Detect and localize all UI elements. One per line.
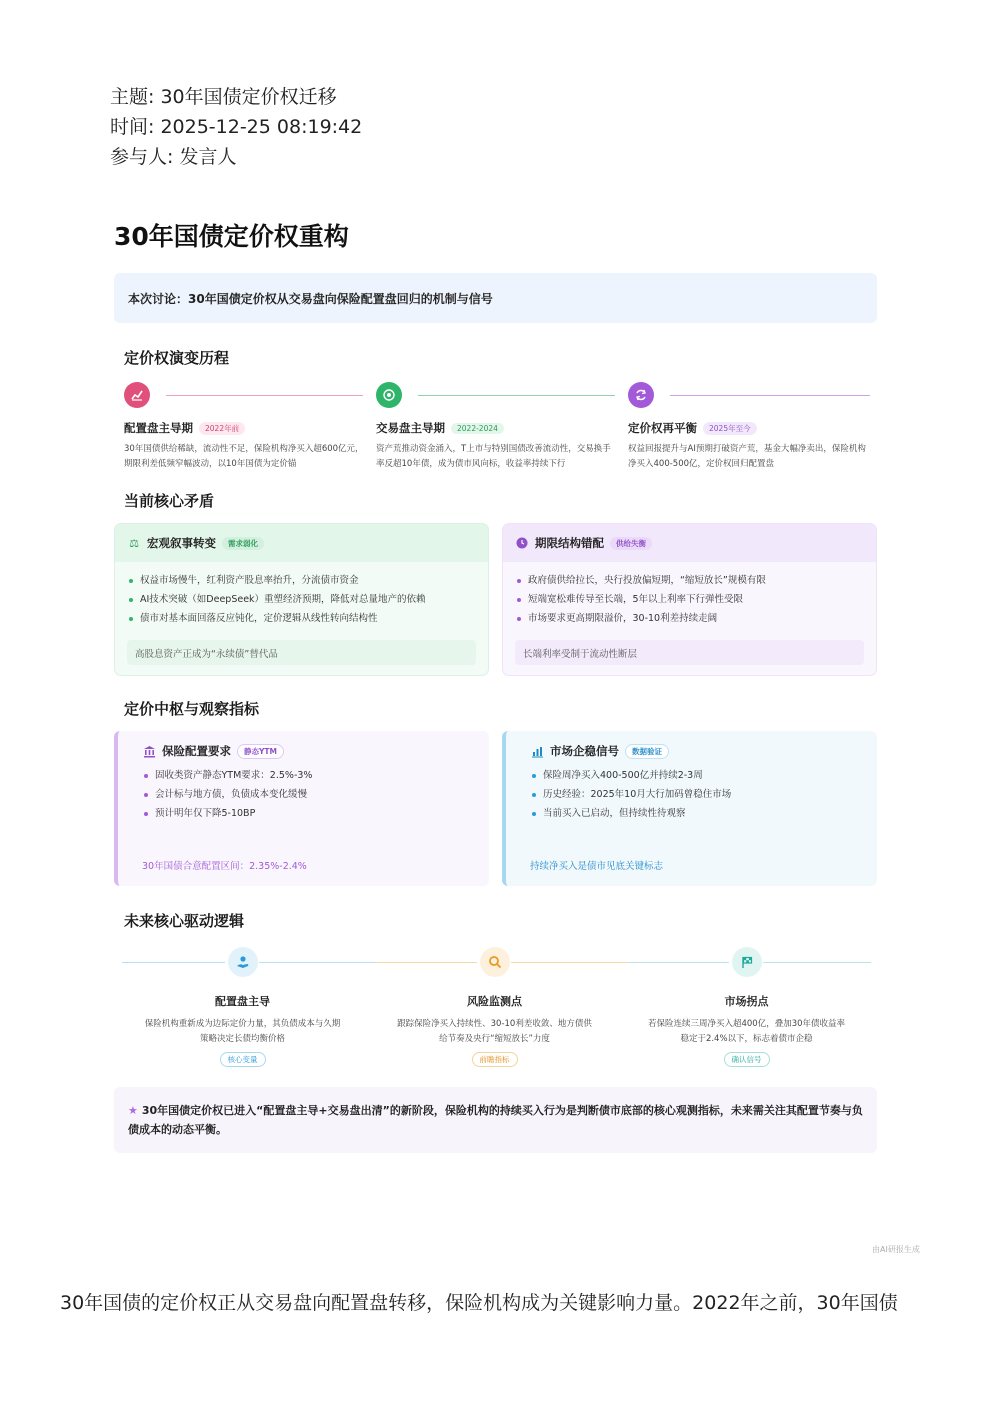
driver-tag: 确认信号	[724, 1052, 770, 1067]
refresh-icon	[628, 382, 654, 408]
conflicts-panels	[114, 523, 877, 676]
indicator-panel-signal	[502, 731, 877, 886]
bank-icon	[142, 744, 156, 758]
list-item: AI技术突破（如DeepSeek）重塑经济预期，降低对总量地产的依赖	[127, 590, 476, 609]
panel-title: 宏观叙事转变	[147, 536, 216, 550]
flag-icon	[732, 947, 762, 977]
list-item: 短端宽松难传导至长端，5年以上利率下行弹性受限	[515, 590, 864, 609]
list-item: 政府债供给拉长，央行投放偏短期，“缩短放长”规模有限	[515, 571, 864, 590]
stage-desc: 资产荒推动资金涌入，T上市与特别国债改善流动性，交易换手率反超10年债，成为债市风向标，收益率持续下行	[376, 444, 611, 469]
indicators-section-title: 定价中枢与观察指标	[124, 700, 260, 718]
target-icon	[376, 382, 402, 408]
panel-title: 保险配置要求	[162, 744, 231, 758]
panel-title: 期限结构错配	[535, 536, 604, 550]
panel-tag: 静态YTM	[237, 744, 284, 759]
stage-desc: 权益回报提升与AI预期打破资产荒，基金大幅净卖出，保险机构净买入400-500亿，定价权回归配置盘	[628, 444, 866, 469]
driver-desc: 若保险连续三周净买入超400亿，叠加30年债收益率稳定于2.4%以下，标志着债市企稳	[647, 1019, 846, 1044]
panel-note: 高股息资产正成为“永续债”替代品	[127, 640, 476, 665]
scale-icon: ⚖	[129, 536, 139, 550]
conclusion-text: 30年国债定价权已进入“配置盘主导+交易盘出清”的新阶段，保险机构的持续买入行为是判断债市底部的核心观测指标，未来需关注其配置节奏与负债成本的动态平衡。	[128, 1104, 863, 1136]
conflicts-section-title: 当前核心矛盾	[124, 492, 215, 510]
panel-note: 长端利率受制于流动性断层	[515, 640, 864, 665]
conflict-panel-term	[502, 523, 877, 676]
driver-item	[624, 947, 869, 1067]
panel-footnote: 持续净买入是债市见底关键标志	[530, 861, 664, 872]
topic-banner: 本次讨论：30年国债定价权从交易盘向保险配置盘回归的机制与信号	[114, 273, 877, 323]
list-item: 保险周净买入400-500亿并持续2-3周	[530, 766, 865, 785]
conclusion-box	[114, 1087, 877, 1153]
meta-topic: 主题: 30年国债定价权迁移	[110, 86, 337, 108]
stage-tag: 2025年至今	[703, 422, 757, 435]
panel-tag: 需求弱化	[222, 537, 264, 550]
drivers-section-title: 未来核心驱动逻辑	[124, 912, 245, 930]
ai-watermark: 由AI研报生成	[872, 1245, 920, 1254]
list-item: 权益市场慢牛，红利资产股息率抬升，分流债市资金	[127, 571, 476, 590]
search-icon	[480, 947, 510, 977]
indicator-panels	[114, 731, 877, 886]
list-item: 预计明年仅下降5-10BP	[142, 804, 477, 823]
driver-desc: 保险机构重新成为边际定价力量，其负债成本与久期策略决定长债均衡价格	[144, 1019, 341, 1044]
driver-name: 配置盘主导	[215, 995, 270, 1008]
history-timeline	[114, 382, 877, 482]
stage-tag: 2022年前	[199, 422, 245, 435]
panel-title: 市场企稳信号	[550, 744, 619, 758]
summary-card	[114, 215, 877, 1153]
stage-name: 交易盘主导期	[376, 421, 445, 435]
stage-desc: 30年国债供给稀缺，流动性不足，保险机构净买入超600亿元，期限利差低频窄幅波动，以10年国债为定价锚	[124, 444, 364, 469]
hand-coin-icon	[228, 947, 258, 977]
driver-name: 市场拐点	[724, 995, 769, 1008]
bar-chart-icon	[530, 744, 544, 758]
list-item: 固收类资产静态YTM要求：2.5%-3%	[142, 766, 477, 785]
chart-line-icon	[124, 382, 150, 408]
driver-item	[120, 947, 365, 1067]
driver-tag: 前瞻指标	[472, 1052, 518, 1067]
indicator-panel-insurance	[114, 731, 489, 886]
clock-icon	[515, 536, 529, 550]
list-item: 会计标与地方债，负债成本变化缓慢	[142, 785, 477, 804]
stage-name: 定价权再平衡	[628, 421, 697, 435]
panel-tag: 数据验证	[625, 744, 669, 759]
timeline-connector	[418, 395, 615, 396]
stage-name: 配置盘主导期	[124, 421, 193, 435]
timeline-connector	[166, 395, 363, 396]
panel-footnote: 30年国债合意配置区间：2.35%-2.4%	[142, 861, 307, 872]
list-item: 债市对基本面回落反应钝化，定价逻辑从线性转向结构性	[127, 609, 476, 628]
driver-desc: 跟踪保险净买入持续性、30-10利差收敛、地方债供给节奏及央行“缩短放长”力度	[397, 1019, 592, 1044]
card-title: 30年国债定价权重构	[114, 222, 349, 251]
list-item: 市场要求更高期限溢价，30-10利差持续走阔	[515, 609, 864, 628]
driver-item	[372, 947, 617, 1067]
meta-time: 时间: 2025-12-25 08:19:42	[110, 116, 363, 138]
list-item: 当前买入已启动，但持续性待观察	[530, 804, 865, 823]
meta-participants: 参与人: 发言人	[110, 146, 237, 168]
timeline-connector	[670, 395, 870, 396]
stage-tag: 2022-2024	[451, 423, 504, 434]
driver-tag: 核心变量	[220, 1052, 266, 1067]
drivers-row	[114, 947, 877, 1077]
body-paragraph: 30年国债的定价权正从交易盘向配置盘转移，保险机构成为关键影响力量。2022年之前，30年国债	[60, 1292, 898, 1314]
star-icon: ★	[128, 1104, 138, 1117]
conflict-panel-macro	[114, 523, 489, 676]
driver-name: 风险监测点	[467, 995, 522, 1008]
list-item: 历史经验：2025年10月大行加码曾稳住市场	[530, 785, 865, 804]
meeting-meta	[110, 82, 362, 172]
history-section-title: 定价权演变历程	[124, 349, 230, 367]
panel-tag: 供给失衡	[610, 537, 652, 550]
